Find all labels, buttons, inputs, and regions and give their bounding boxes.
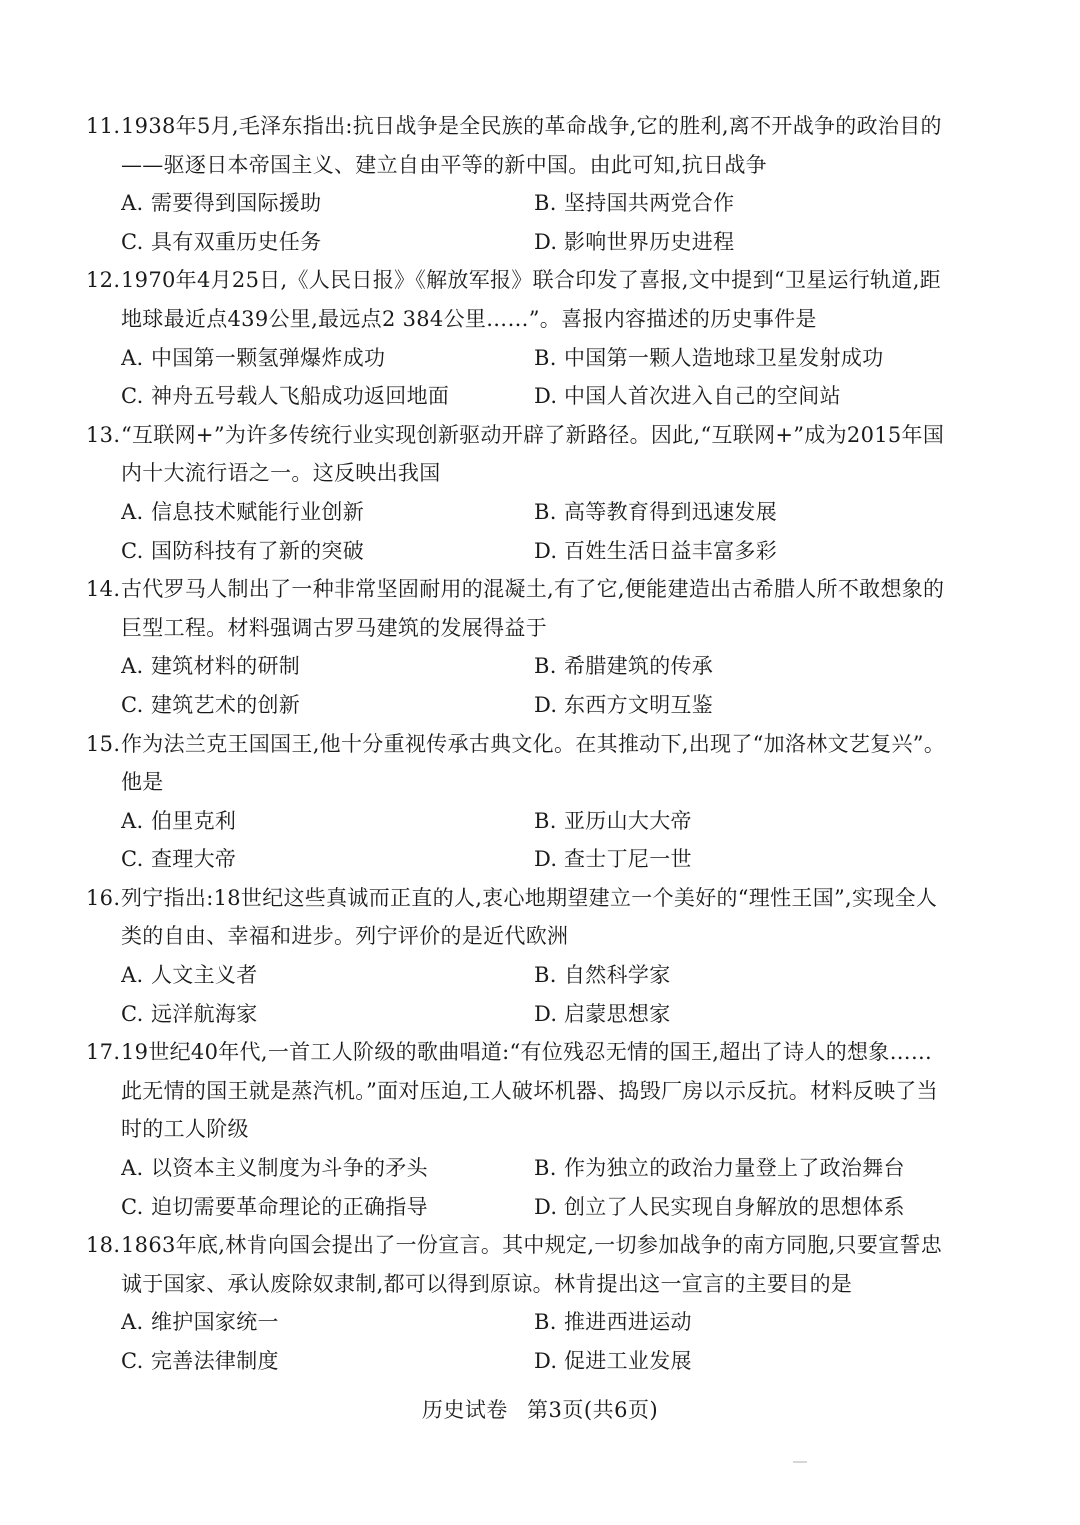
question-item bbox=[86, 416, 946, 570]
answer-option bbox=[121, 377, 534, 416]
question-stem bbox=[86, 1033, 946, 1149]
question-number: 11. bbox=[86, 114, 121, 138]
answer-option bbox=[534, 377, 946, 416]
option-letter: C. bbox=[121, 229, 144, 254]
answer-option bbox=[121, 647, 534, 686]
option-text: 建筑艺术的创新 bbox=[151, 692, 301, 717]
option-text: 百姓生活日益丰富多彩 bbox=[564, 538, 777, 563]
option-text: 东西方文明互鉴 bbox=[564, 692, 714, 717]
option-letter: D. bbox=[534, 538, 558, 563]
question-item bbox=[86, 879, 946, 1033]
question-stem-text: 列宁指出:18世纪这些真诚而正直的人,衷心地期望建立一个美好的“理性王国”,实现全人类的自由、幸福和进步。列宁评价的是近代欧洲 bbox=[121, 885, 938, 949]
option-text: 希腊建筑的传承 bbox=[564, 654, 714, 679]
answer-option bbox=[121, 532, 534, 571]
option-text: 建筑材料的研制 bbox=[151, 654, 301, 679]
option-letter: D. bbox=[534, 847, 558, 872]
option-text: 完善法律制度 bbox=[151, 1349, 279, 1373]
answer-option bbox=[534, 339, 946, 378]
answer-option bbox=[121, 995, 534, 1034]
option-letter: D. bbox=[534, 384, 558, 409]
answer-option bbox=[534, 1342, 946, 1381]
option-text: 维护国家统一 bbox=[151, 1310, 279, 1335]
question-stem bbox=[86, 879, 946, 956]
option-text: 中国人首次进入自己的空间站 bbox=[564, 384, 841, 409]
option-text: 具有双重历史任务 bbox=[151, 229, 322, 254]
scan-artifact bbox=[793, 1461, 807, 1463]
option-text: 中国第一颗人造地球卫星发射成功 bbox=[564, 345, 884, 370]
page-footer bbox=[0, 1394, 1080, 1424]
option-letter: B. bbox=[534, 654, 557, 679]
option-letter: C. bbox=[121, 384, 144, 409]
option-text: 促进工业发展 bbox=[564, 1349, 692, 1373]
answer-option bbox=[534, 1188, 946, 1227]
option-letter: D. bbox=[534, 1001, 558, 1026]
option-text: 需要得到国际援助 bbox=[151, 191, 322, 216]
question-item bbox=[86, 570, 946, 724]
footer-page-info: 第3页(共6页) bbox=[527, 1398, 659, 1422]
question-item bbox=[86, 261, 946, 415]
option-letter: B. bbox=[534, 191, 557, 216]
answer-option bbox=[534, 956, 946, 995]
option-text: 推进西进运动 bbox=[564, 1310, 692, 1335]
question-stem bbox=[86, 725, 946, 802]
answer-options bbox=[86, 956, 946, 1033]
question-stem-text: 1970年4月25日,《人民日报》《解放军报》联合印发了喜报,文中提到“卫星运行轨道,距地球最近点439公里,最远点2 384公里……”。喜报内容描述的历史事件是 bbox=[121, 268, 941, 331]
option-letter: B. bbox=[534, 808, 557, 833]
answer-option bbox=[121, 493, 534, 532]
question-stem-text: 古代罗马人制出了一种非常坚固耐用的混凝土,有了它,便能建造出古希腊人所不敢想象的巨型工程。材料强调古罗马建筑的发展得益于 bbox=[121, 577, 945, 640]
option-letter: B. bbox=[534, 1310, 557, 1335]
option-letter: D. bbox=[534, 1349, 558, 1373]
question-number: 15. bbox=[86, 731, 121, 756]
option-text: 远洋航海家 bbox=[151, 1001, 258, 1026]
question-number: 14. bbox=[86, 577, 121, 602]
question-number: 13. bbox=[86, 422, 121, 447]
option-letter: C. bbox=[121, 1349, 144, 1373]
option-letter: B. bbox=[534, 499, 557, 524]
option-text: 伯里克利 bbox=[151, 808, 237, 833]
question-item bbox=[86, 1033, 946, 1226]
option-text: 创立了人民实现自身解放的思想体系 bbox=[564, 1194, 905, 1219]
option-letter: A. bbox=[121, 1310, 144, 1335]
answer-option bbox=[121, 686, 534, 725]
answer-option bbox=[534, 840, 946, 879]
option-letter: A. bbox=[121, 808, 144, 833]
answer-options bbox=[86, 802, 946, 879]
option-text: 查理大帝 bbox=[151, 847, 237, 872]
answer-option bbox=[534, 802, 946, 841]
answer-option bbox=[534, 995, 946, 1034]
answer-option bbox=[121, 1149, 534, 1188]
answer-options bbox=[86, 1303, 946, 1380]
question-stem-text: “互联网+”为许多传统行业实现创新驱动开辟了新路径。因此,“互联网+”成为2015年国内十大流行语之一。这反映出我国 bbox=[121, 422, 945, 486]
option-text: 神舟五号载人飞船成功返回地面 bbox=[151, 384, 450, 409]
answer-option bbox=[534, 1149, 946, 1188]
option-text: 国防科技有了新的突破 bbox=[151, 538, 364, 563]
option-text: 迫切需要革命理论的正确指导 bbox=[151, 1194, 428, 1219]
option-text: 亚历山大大帝 bbox=[564, 808, 692, 833]
question-stem-text: 作为法兰克王国国王,他十分重视传承古典文化。在其推动下,出现了“加洛林文艺复兴”。他是 bbox=[121, 731, 946, 795]
option-text: 高等教育得到迅速发展 bbox=[564, 499, 777, 524]
question-item bbox=[86, 107, 946, 261]
answer-option bbox=[121, 1303, 534, 1342]
answer-option bbox=[534, 647, 946, 686]
answer-option bbox=[534, 493, 946, 532]
option-text: 坚持国共两党合作 bbox=[564, 191, 735, 216]
question-item bbox=[86, 725, 946, 879]
option-text: 信息技术赋能行业创新 bbox=[151, 499, 364, 524]
option-text: 启蒙思想家 bbox=[564, 1001, 671, 1026]
question-number: 17. bbox=[86, 1040, 121, 1065]
answer-option bbox=[121, 1342, 534, 1381]
answer-option bbox=[121, 956, 534, 995]
answer-option bbox=[534, 686, 946, 725]
question-stem-text: 1863年底,林肯向国会提出了一份宣言。其中规定,一切参加战争的南方同胞,只要宣誓忠诚于国家、承认废除奴隶制,都可以得到原谅。林肯提出这一宣言的主要目的是 bbox=[121, 1233, 943, 1296]
question-number: 16. bbox=[86, 885, 121, 910]
question-stem bbox=[86, 107, 946, 184]
option-text: 中国第一颗氢弹爆炸成功 bbox=[151, 345, 386, 370]
option-letter: B. bbox=[534, 345, 557, 370]
option-letter: C. bbox=[121, 1194, 144, 1219]
question-item bbox=[86, 1226, 946, 1380]
answer-option bbox=[121, 802, 534, 841]
option-text: 人文主义者 bbox=[151, 963, 258, 988]
question-stem-text: 1938年5月,毛泽东指出:抗日战争是全民族的革命战争,它的胜利,离不开战争的政治目的——驱逐日本帝国主义、建立自由平等的新中国。由此可知,抗日战争 bbox=[121, 114, 942, 177]
footer-subject: 历史试卷 bbox=[421, 1398, 508, 1422]
question-stem-text: 19世纪40年代,一首工人阶级的歌曲唱道:“有位残忍无情的国王,超出了诗人的想象……此无情的国王就是蒸汽机。”面对压迫,工人破坏机器、捣毁厂房以示反抗。材料反映了当时的工人阶级 bbox=[121, 1040, 938, 1142]
option-letter: C. bbox=[121, 538, 144, 563]
option-letter: A. bbox=[121, 499, 144, 524]
answer-options bbox=[86, 647, 946, 724]
question-stem bbox=[86, 416, 946, 493]
question-stem bbox=[86, 261, 946, 338]
answer-option bbox=[534, 1303, 946, 1342]
option-letter: C. bbox=[121, 1001, 144, 1026]
answer-option bbox=[121, 184, 534, 223]
option-letter: A. bbox=[121, 963, 144, 988]
answer-option bbox=[121, 840, 534, 879]
option-letter: A. bbox=[121, 345, 144, 370]
question-stem bbox=[86, 1226, 946, 1303]
answer-option bbox=[121, 223, 534, 262]
option-letter: A. bbox=[121, 191, 144, 216]
answer-options bbox=[86, 493, 946, 570]
answer-option bbox=[534, 223, 946, 262]
option-letter: D. bbox=[534, 692, 558, 717]
answer-option bbox=[121, 1188, 534, 1227]
option-letter: B. bbox=[534, 963, 557, 988]
answer-option bbox=[534, 184, 946, 223]
option-letter: B. bbox=[534, 1156, 557, 1181]
option-text: 作为独立的政治力量登上了政治舞台 bbox=[564, 1156, 905, 1181]
option-text: 以资本主义制度为斗争的矛头 bbox=[151, 1156, 428, 1181]
answer-options bbox=[86, 184, 946, 261]
option-letter: D. bbox=[534, 1194, 558, 1219]
option-text: 影响世界历史进程 bbox=[564, 229, 735, 254]
option-letter: D. bbox=[534, 229, 558, 254]
answer-options bbox=[86, 1149, 946, 1226]
answer-option bbox=[121, 339, 534, 378]
option-text: 查士丁尼一世 bbox=[564, 847, 692, 872]
option-letter: C. bbox=[121, 692, 144, 717]
option-letter: C. bbox=[121, 847, 144, 872]
answer-options bbox=[86, 339, 946, 416]
option-letter: A. bbox=[121, 1156, 144, 1181]
option-text: 自然科学家 bbox=[564, 963, 671, 988]
question-stem bbox=[86, 570, 946, 647]
answer-option bbox=[534, 532, 946, 571]
question-number: 12. bbox=[86, 268, 121, 293]
question-number: 18. bbox=[86, 1233, 121, 1258]
question-list bbox=[86, 107, 946, 1381]
option-letter: A. bbox=[121, 654, 144, 679]
